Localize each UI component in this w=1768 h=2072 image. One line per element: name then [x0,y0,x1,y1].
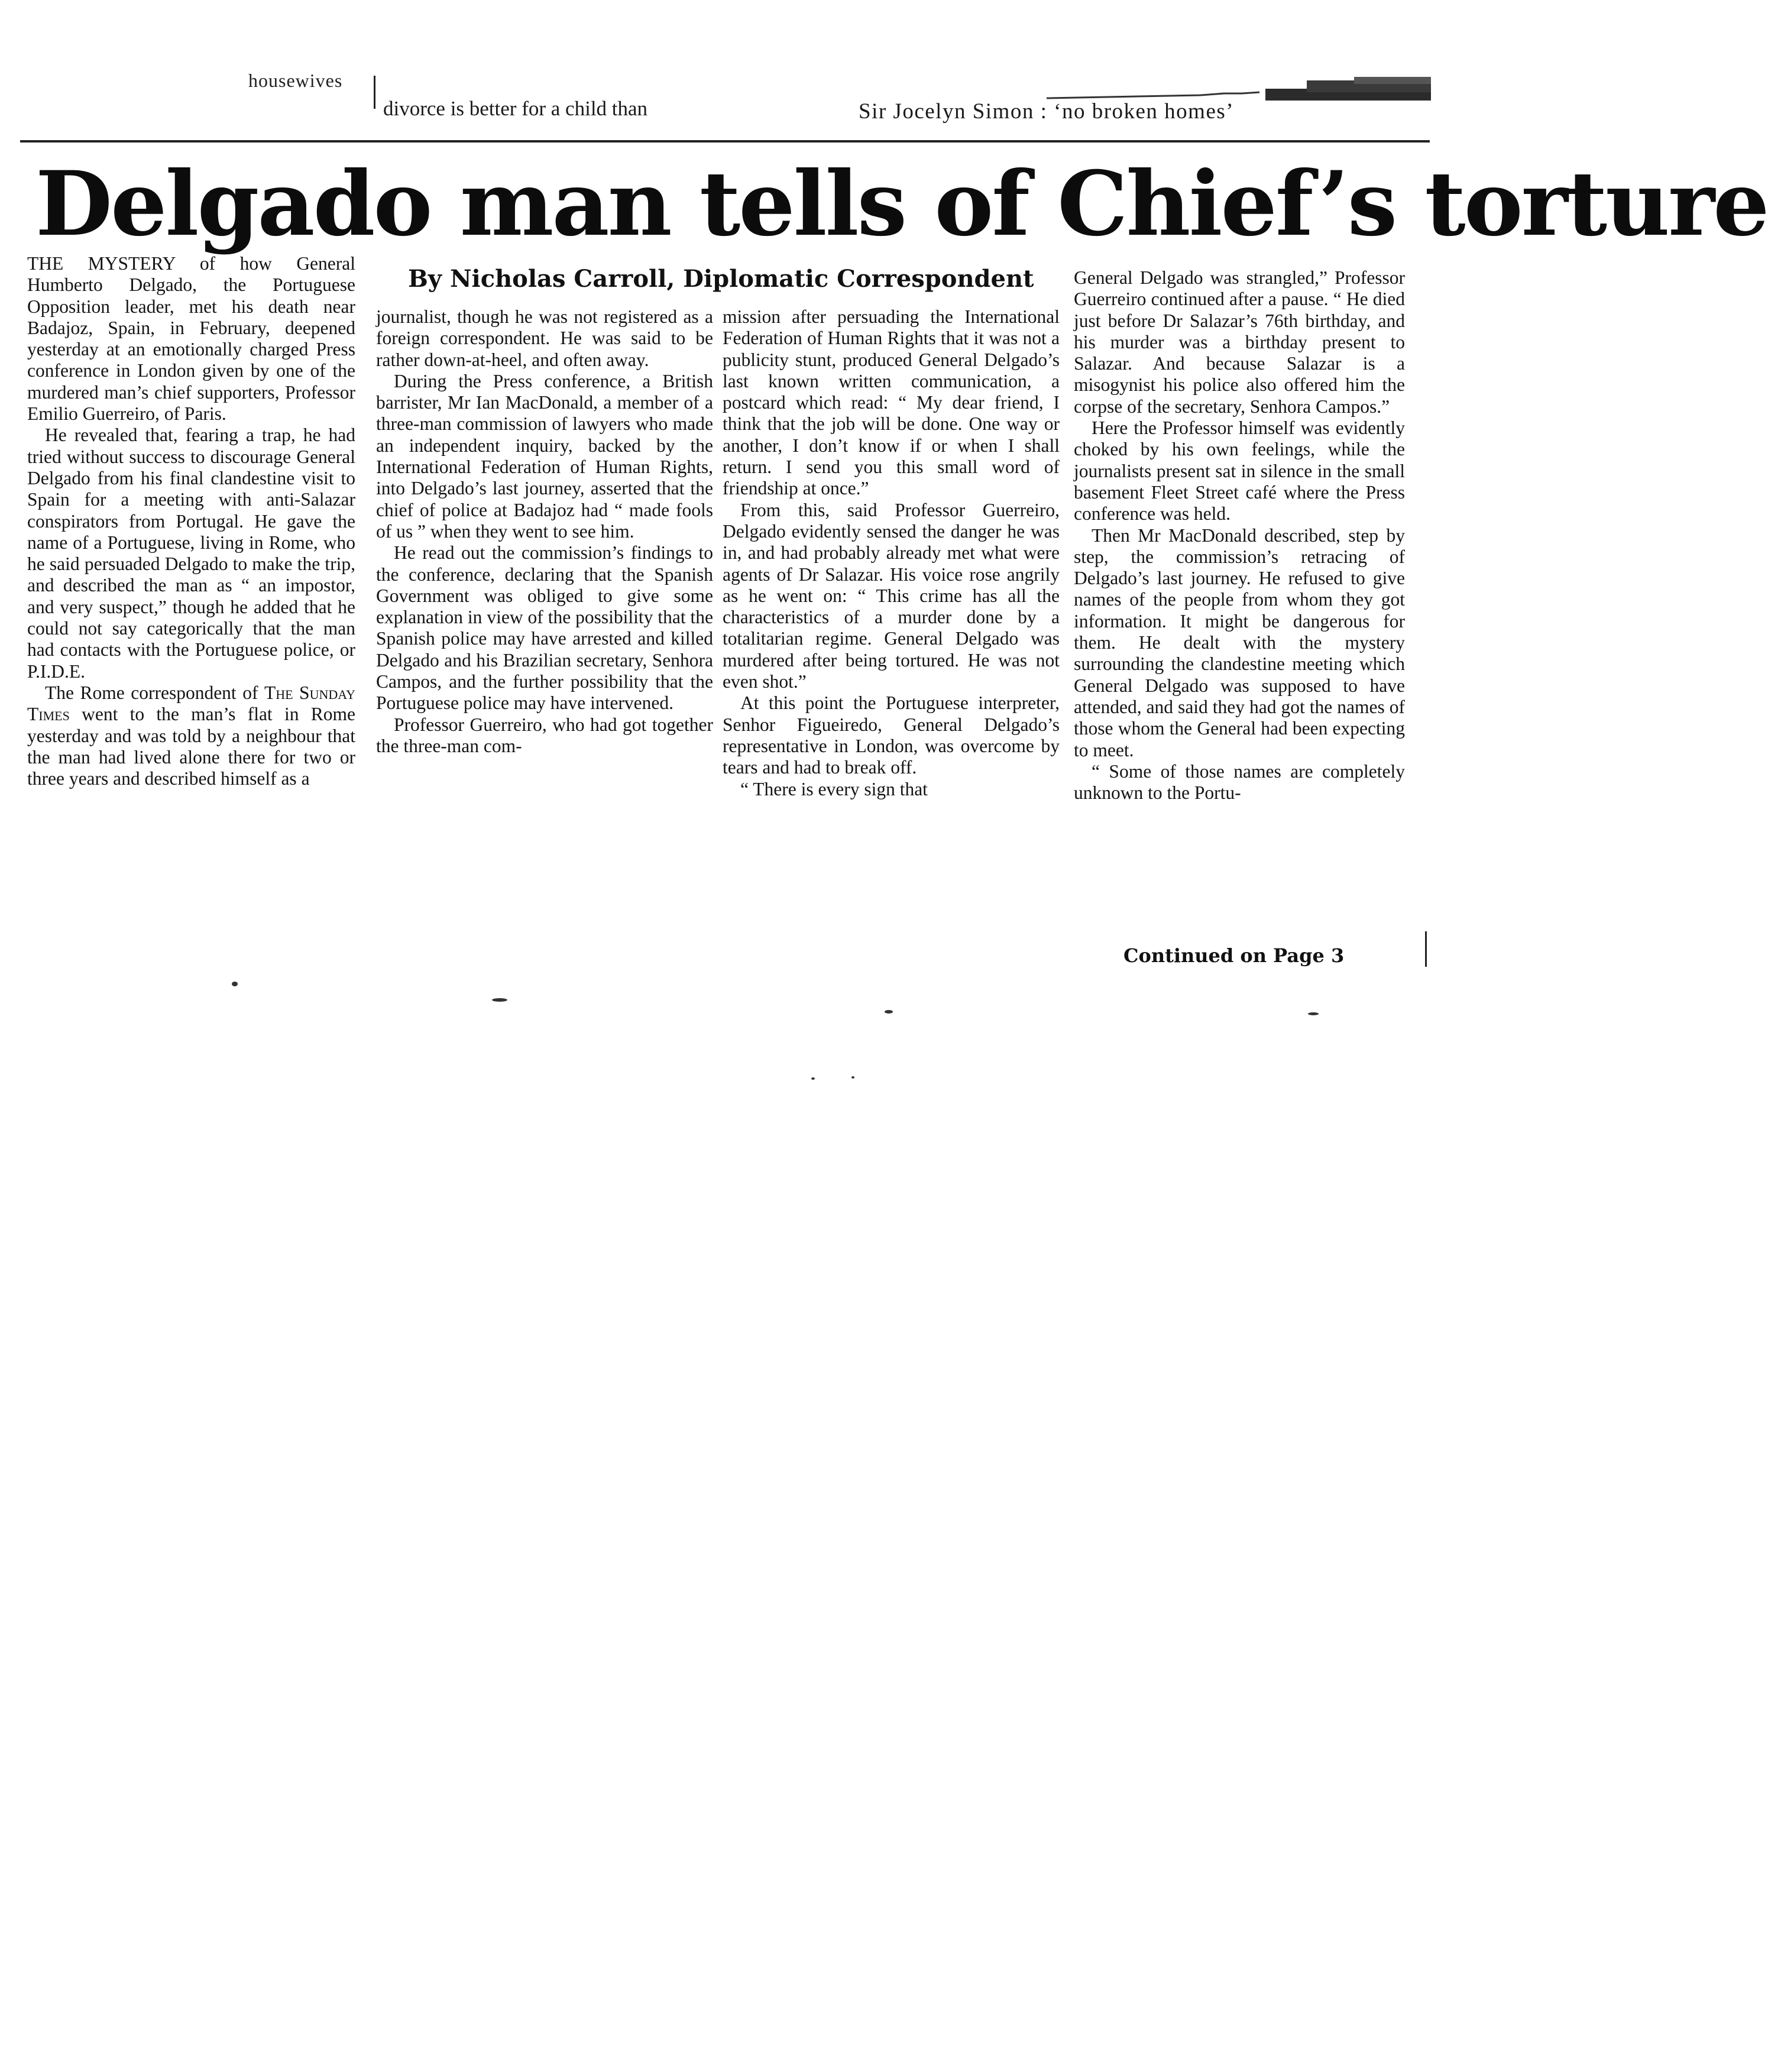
paragraph: “ There is every sign that [740,778,928,799]
paragraph-text: The Rome correspondent of [45,682,264,703]
scan-speck [232,982,238,986]
print-smudge-graphic [1047,76,1431,101]
paragraph: Then Mr MacDonald described, step by step, the commission’s retracing of Delgado’s last journey. He refused to give names of the people from whom they got information. It might be dangerous for them. He dealt with the mystery surrounding the clandestine meeting which General Delgado was supposed to have attended, and said they had got the names of those whom the General had been expecting to meet. [1074,525,1405,760]
paragraph: Professor Guerreiro, who had got together the three-man com- [376,714,713,756]
paragraph: mission after persuading the International Federation of Human Rights that it was not a publicity stunt, produced General Delgado’s last known written communication, a postcard which read: “ My dear friend, I think that the job will be done. One way or another, I don’t know if or when I shall return. I send you this small word of friendship at once.” [723,306,1060,499]
article-column-2 [376,306,713,757]
scan-speck [885,1010,893,1014]
scan-speck [811,1077,815,1080]
paragraph: Here the Professor himself was evidently choked by his own feelings, while the journalists present sat in silence in the small basement Fleet Street café where the Press conference was held. [1074,417,1405,525]
strip-divider [374,76,375,109]
article-column-1 [27,253,355,789]
paragraph: From this, said Professor Guerreiro, Delgado evidently sensed the danger he was in, and had probably already met what were agents of Dr Salazar. His voice rose angrily as he went on: “ This crime has all the characteristics of a murder done by a totalitarian regime. General Delgado was murdered after being tortured. He was not even shot.” [723,499,1060,692]
paragraph: journalist, though he was not registered as a foreign correspondent. He was said to be rather down-at-heel, and often away. [376,306,713,370]
byline: By Nicholas Carroll, Diplomatic Correspondent [408,265,1034,293]
article-column-4 [1074,267,1405,804]
paragraph: At this point the Portuguese interpreter, Senhor Figueiredo, General Delgado’s representative in London, was overcome by tears and had to break off. [723,692,1060,778]
scan-speck [1308,1012,1319,1015]
paragraph: “ Some of those names are completely unknown to the Portu- [1074,760,1405,804]
paragraph: He revealed that, fearing a trap, he had tried without success to discourage General Delgado from his final clandestine visit to Spain for a meeting with anti-Salazar conspirators from Portugal. He gave the name of a Portuguese, living in Rome, who he said persuaded Delgado to make the trip, and described the man as “ an impostor, and very suspect,” though he added that he could not say categorically that the man had contacts with the Portuguese police, or P.I.D.E. [27,425,355,682]
teaser-text: divorce is better for a child than [383,97,648,120]
paragraph-text: went to the man’s flat in Rome yesterday and was told by a neighbour that the man had lived alone there for two or three years and described himself as a [27,704,355,789]
paragraph: He read out the commission’s findings to the conference, declaring that the Spanish Government was obliged to give some explanation in view of the possibility that the Spanish police may have arrested and killed Delgado and his Brazilian secretary, Senhora Campos, and the further possibility that the Portuguese police may have intervened. [376,542,713,714]
article-column-3 [723,306,1060,800]
paragraph: During the Press conference, a British barrister, Mr Ian MacDonald, a member of a three-man commission of lawyers who made an independent inquiry, backed by the International Federation of Human Rights, into Delgado’s last journey, asserted that the chief of police at Badajoz had “ made fools of us ” when they went to see him. [376,370,713,542]
newspaper-name: The Sunday Times [27,682,355,725]
header-rule [20,140,1430,143]
paragraph: THE MYSTERY of how General Humberto Delgado, the Portuguese Opposition leader, met his death near Badajoz, Spain, in February, deepened yesterday at an emotionally charged Press conference in London given by one of the murdered man’s chief supporters, Professor Emilio Guerreiro, of Paris. [27,253,355,425]
headline: Delgado man tells of Chief’s torture [35,152,1768,256]
teaser-right-text: Sir Jocelyn Simon : ‘no broken homes’ [859,99,1235,124]
scan-speck [851,1076,854,1079]
paragraph: General Delgado was strangled,” Professor Guerreiro continued after a pause. “ He died just before Dr Salazar’s 76th birthday, and his murder was a birthday present to Salazar. And because Salazar is a misogynist his police also offered him the corpse of the secretary, Senhora Campos.” [1074,267,1405,417]
paragraph [27,682,355,789]
continued-notice: Continued on Page 3 [1123,944,1345,967]
section-label: housewives [248,70,343,91]
column-rule [1425,931,1427,967]
scan-speck [492,998,507,1002]
